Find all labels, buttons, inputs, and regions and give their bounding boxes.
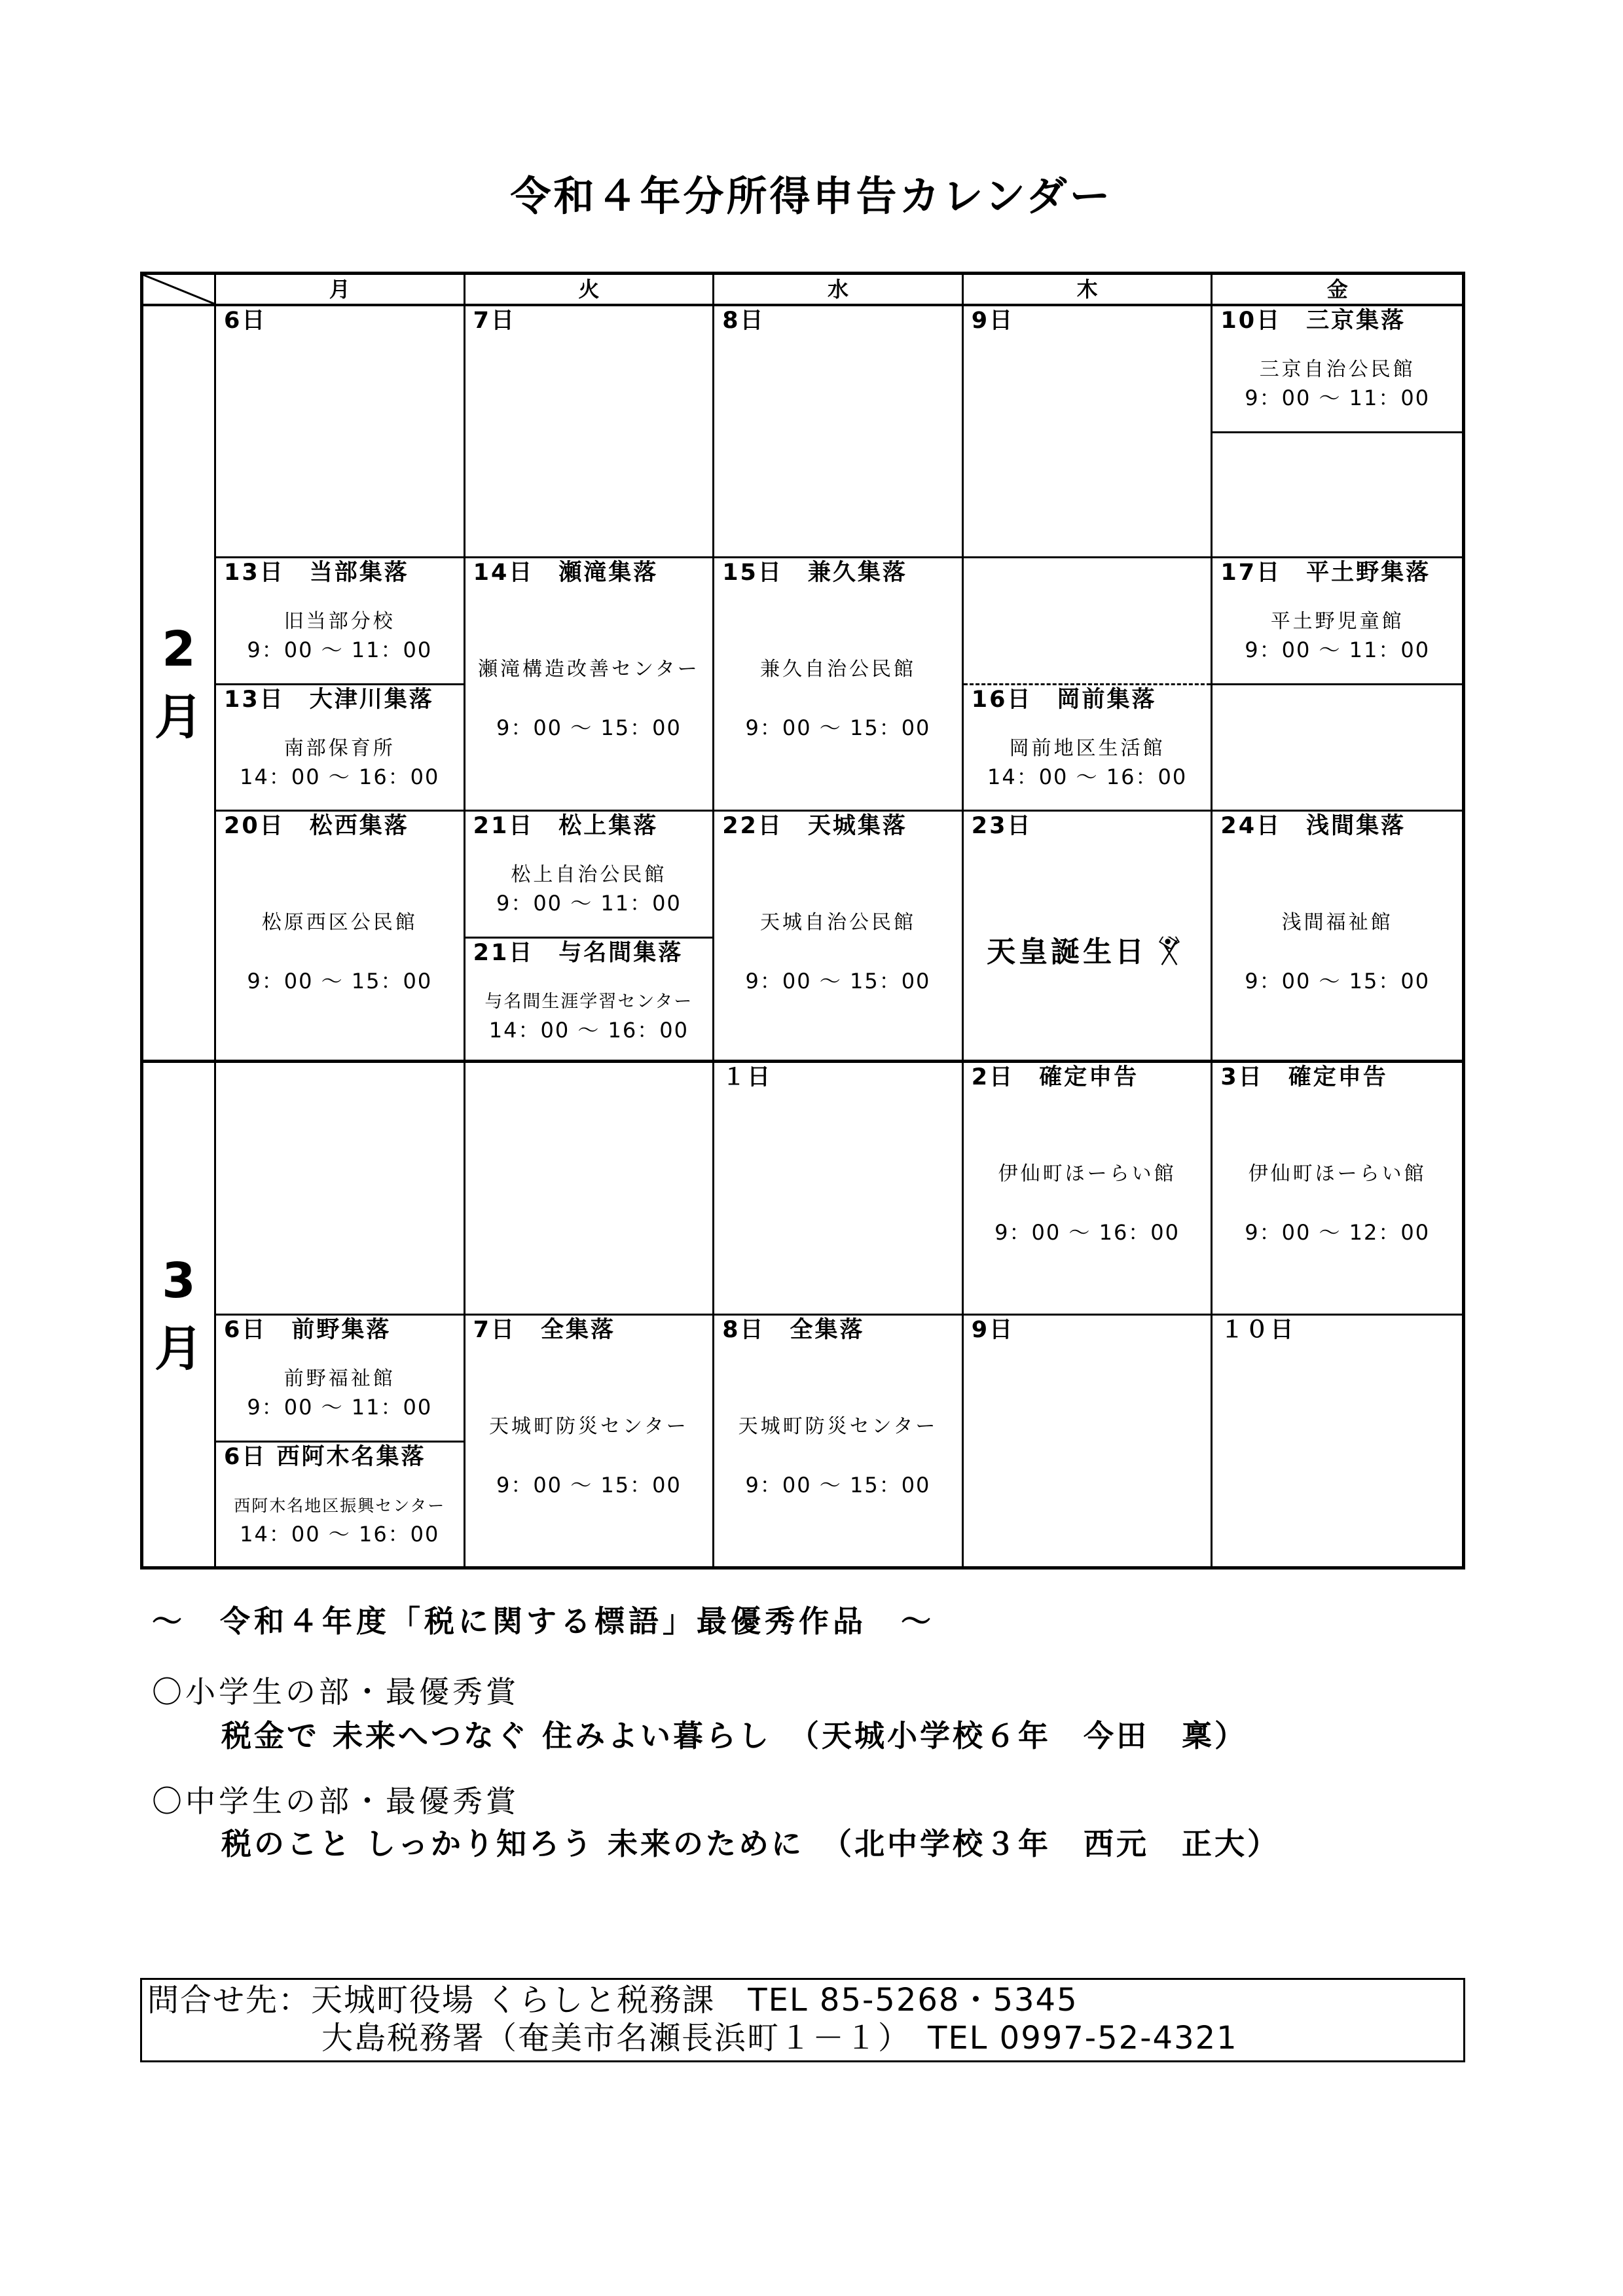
day-heading: 23日 [971,813,1032,839]
day-cell-feb-24 [1213,812,1462,1063]
session-venue: 伊仙町ほーらい館 [1248,1162,1427,1185]
day-cell-feb-16 [964,558,1213,812]
session-heading: 3日 確定申告 [1220,1064,1388,1090]
day-cell-mar-08 [714,1316,964,1566]
session-time: 9：00 ～ 11：00 [496,891,682,916]
weekday-header-tue: 火 [465,275,715,306]
session-venue: 松原西区公民館 [261,911,418,934]
page-title: 令和４年分所得申告カレンダー [510,172,1113,220]
day-cell-feb-23 [964,812,1213,1063]
session-heading: 14日 瀬滝集落 [473,560,659,586]
contact-line-tax-office: 大島税務署（奄美市名瀬長浜町１－１） TEL 0997-52-4321 [321,2020,1238,2056]
session-heading: 2日 確定申告 [971,1064,1139,1090]
session-time: 9：00 ～ 12：00 [1245,1220,1431,1245]
month-number: 2 [162,620,196,677]
session-heading: 6日 前野集落 [224,1317,392,1343]
session-heading: 8日 全集落 [722,1317,865,1343]
weekday-header-wed: 水 [714,275,964,306]
day-heading: 9日 [971,1317,1015,1343]
crossed-flags-icon [1147,937,1188,968]
session-venue: 岡前地区生活館 [1009,737,1165,760]
session-heading: 20日 松西集落 [224,813,409,839]
session-time: 14：00 ～ 16：00 [488,1018,689,1043]
session-time: 9：00 ～ 15：00 [745,715,931,740]
session-venue: 浅間福祉館 [1281,911,1393,934]
day-heading: 9日 [971,308,1015,334]
day-cell-feb-21 [465,812,715,1063]
day-cell-mar-01 [714,1063,964,1316]
session-slot [465,812,713,939]
session-time: 9：00 ～ 11：00 [247,637,433,662]
junior-award-slogan: 税のこと しっかり知ろう 未来のために （北中学校３年 西元 正大） [221,1826,1281,1861]
day-heading: 7日 [473,308,516,334]
month-number: 3 [162,1252,196,1309]
session-time: 9：00 ～ 11：00 [247,1395,433,1420]
month-label-february [143,306,216,1063]
session-venue: 南部保育所 [283,737,395,760]
session-time: 9：00 ～ 15：00 [745,1473,931,1498]
corner-cell [143,275,216,306]
session-time: 9：00 ～ 15：00 [247,969,433,994]
holiday-name: 天皇誕生日 [987,935,1148,969]
session-time: 9：00 ～ 11：00 [1245,386,1431,410]
session-time: 9：00 ～ 11：00 [1245,637,1431,662]
session-heading: 21日 与名間集落 [473,940,684,966]
session-venue: 旧当部分校 [283,610,395,633]
corner-diagonal [143,275,214,304]
session-time: 9：00 ～ 16：00 [994,1220,1180,1245]
day-heading: 6日 [224,308,267,334]
empty-slot [1213,433,1462,556]
day-cell-mar-06 [216,1316,465,1566]
day-cell-empty [216,1063,465,1316]
session-venue: 西阿木名地区振興センター [234,1496,446,1515]
session-venue: 兼久自治公民館 [759,658,916,681]
day-heading: １日 [722,1064,773,1090]
holiday-label [964,935,1211,969]
session-venue: 天城自治公民館 [759,911,916,934]
empty-slot [964,558,1211,685]
day-cell-feb-20 [216,812,465,1063]
session-time: 14：00 ～ 16：00 [987,764,1188,789]
weekday-header-fri: 金 [1213,275,1462,306]
weekday-header-thu: 木 [964,275,1213,306]
day-cell-feb-13 [216,558,465,812]
session-slot [964,685,1211,810]
session-slot [216,685,464,810]
day-cell-mar-03 [1213,1063,1462,1316]
session-heading: 17日 平土野集落 [1220,560,1431,586]
session-time: 14：00 ～ 16：00 [240,764,440,789]
session-heading: 22日 天城集落 [722,813,907,839]
session-heading: 6日 西阿木名集落 [224,1444,426,1470]
session-heading: 24日 浅間集落 [1220,813,1406,839]
day-cell-feb-10 [1213,306,1462,558]
day-cell-feb-22 [714,812,964,1063]
day-cell-feb-06 [216,306,465,558]
weekday-header-mon: 月 [216,275,465,306]
session-heading: 13日 大津川集落 [224,687,434,713]
contact-line-town-office: 問合せ先：天城町役場 くらしと税務課 TEL 85-5268・5345 [147,1982,1078,2018]
contact-box [140,1978,1465,2062]
month-unit: 月 [155,1320,203,1377]
session-time: 9：00 ～ 15：00 [496,1473,682,1498]
junior-award-label: 〇中学生の部・最優秀賞 [152,1784,519,1819]
session-heading: 21日 松上集落 [473,813,659,839]
session-time: 9：00 ～ 15：00 [745,969,931,994]
elementary-award-slogan: 税金で 未来へつなぐ 住みよい暮らし （天城小学校６年 今田 稟） [221,1718,1248,1753]
session-venue: 三京自治公民館 [1259,358,1415,381]
session-time: 14：00 ～ 16：00 [240,1522,440,1547]
session-venue: 与名間生涯学習センター [484,992,693,1012]
day-cell-feb-17 [1213,558,1462,812]
session-heading: 15日 兼久集落 [722,560,907,586]
session-slot [465,939,713,1060]
session-venue: 天城町防災センター [488,1415,689,1438]
session-venue: 天城町防災センター [738,1415,938,1438]
session-slot [1213,558,1462,685]
session-slot [216,1316,464,1443]
session-heading: 10日 三京集落 [1220,308,1406,334]
session-heading: 7日 全集落 [473,1317,615,1343]
session-heading: 16日 岡前集落 [971,687,1157,713]
day-cell-feb-07 [465,306,715,558]
session-slot [216,1443,464,1566]
day-heading: 8日 [722,308,765,334]
month-label-march [143,1063,216,1566]
session-heading: 13日 当部集落 [224,560,409,586]
session-venue: 松上自治公民館 [511,863,667,886]
day-cell-feb-09 [964,306,1213,558]
day-cell-mar-10 [1213,1316,1462,1566]
calendar-table [140,272,1465,1570]
empty-slot [1213,685,1462,810]
session-venue: 伊仙町ほーらい館 [998,1162,1176,1185]
session-venue: 前野福祉館 [283,1367,395,1390]
slogan-section-heading: ～ 令和４年度「税に関する標語」最優秀作品 ～ [152,1604,935,1639]
session-time: 9：00 ～ 15：00 [496,715,682,740]
day-cell-feb-08 [714,306,964,558]
day-cell-feb-15 [714,558,964,812]
session-venue: 瀬滝構造改善センター [477,658,700,681]
day-cell-empty [465,1063,715,1316]
month-unit: 月 [155,689,203,745]
session-venue: 平土野児童館 [1270,610,1404,633]
day-cell-mar-07 [465,1316,715,1566]
day-heading: １０日 [1220,1317,1296,1343]
day-cell-mar-09 [964,1316,1213,1566]
session-slot [216,558,464,685]
elementary-award-label: 〇小学生の部・最優秀賞 [152,1674,519,1710]
day-cell-mar-02 [964,1063,1213,1316]
session-time: 9：00 ～ 15：00 [1245,969,1431,994]
session-slot [1213,306,1462,433]
day-cell-feb-14 [465,558,715,812]
